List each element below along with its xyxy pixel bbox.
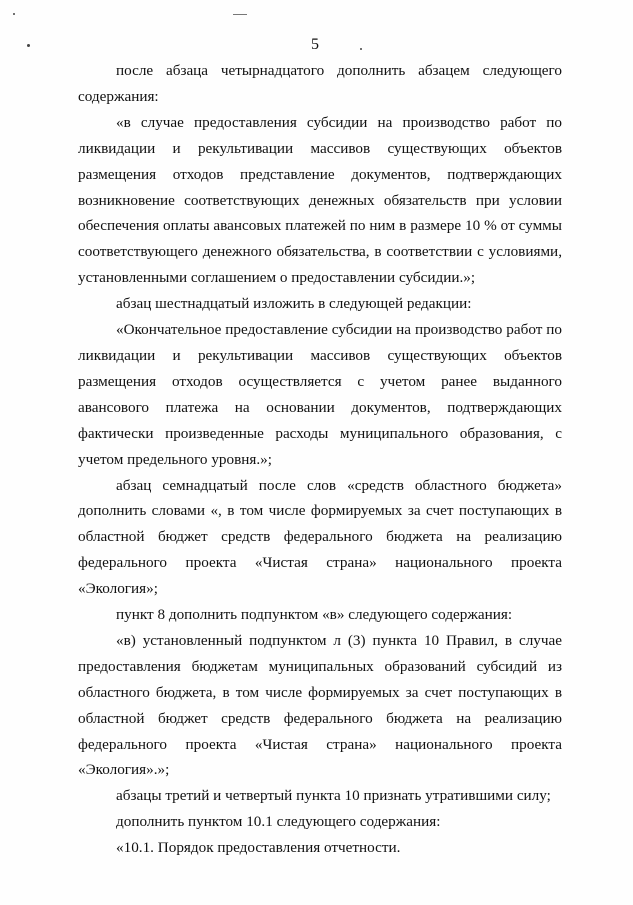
document-body: [78, 58, 562, 861]
paragraph: абзац шестнадцатый изложить в следующей редакции:: [116, 295, 472, 313]
scan-line: [233, 14, 247, 15]
scan-speck: [13, 13, 15, 15]
paragraph: «в) установленный подпунктом л (3) пункта 10 Правил, в случае предоставления бюджетам муниципальных образований субсидий из областного бюджета, в том числе формируемых за счет поступающих в областной бюджет средств федерального бюджета на реализацию федерального проекта «Чистая страна» национального проекта «Экология».»;: [78, 631, 562, 779]
page-number: 5: [311, 36, 319, 53]
paragraph: «Окончательное предоставление субсидии на производство работ по ликвидации и рекультивации массивов существующих объектов размещения отходов осуществляется с учетом ранее выданного авансового платежа на основании документов, подтверждающих фактически произведенные расходы муниципального образования, с учетом предельного уровня.»;: [78, 321, 562, 468]
paragraph: после абзаца четырнадцатого дополнить абзацем следующего содержания:: [78, 62, 562, 105]
scan-speck: [27, 44, 30, 47]
paragraph: «10.1. Порядок предоставления отчетности.: [116, 839, 401, 857]
paragraph: пункт 8 дополнить подпунктом «в» следующего содержания:: [116, 606, 513, 624]
paragraph: абзац семнадцатый после слов «средств областного бюджета» дополнить словами «, в том числе формируемых за счет поступающих в областной бюджет средств федерального бюджета на реализацию федерального проекта «Чистая страна» национального проекта «Экология»;: [78, 476, 562, 598]
paragraph: абзацы третий и четвертый пункта 10 признать утратившими силу;: [116, 787, 551, 805]
paragraph: дополнить пунктом 10.1 следующего содержания:: [116, 813, 441, 831]
scan-speck: [360, 48, 362, 50]
paragraph: «в случае предоставления субсидии на производство работ по ликвидации и рекультивации массивов существующих объектов размещения отходов представление документов, подтверждающих возникновение соответствующих денежных обязательств при условии обеспечения оплаты авансовых платежей по ним в размере 10 % от суммы соответствующего денежного обязательства, в соответствии с условиями, установленными соглашением о предоставлении субсидии.»;: [78, 113, 562, 287]
